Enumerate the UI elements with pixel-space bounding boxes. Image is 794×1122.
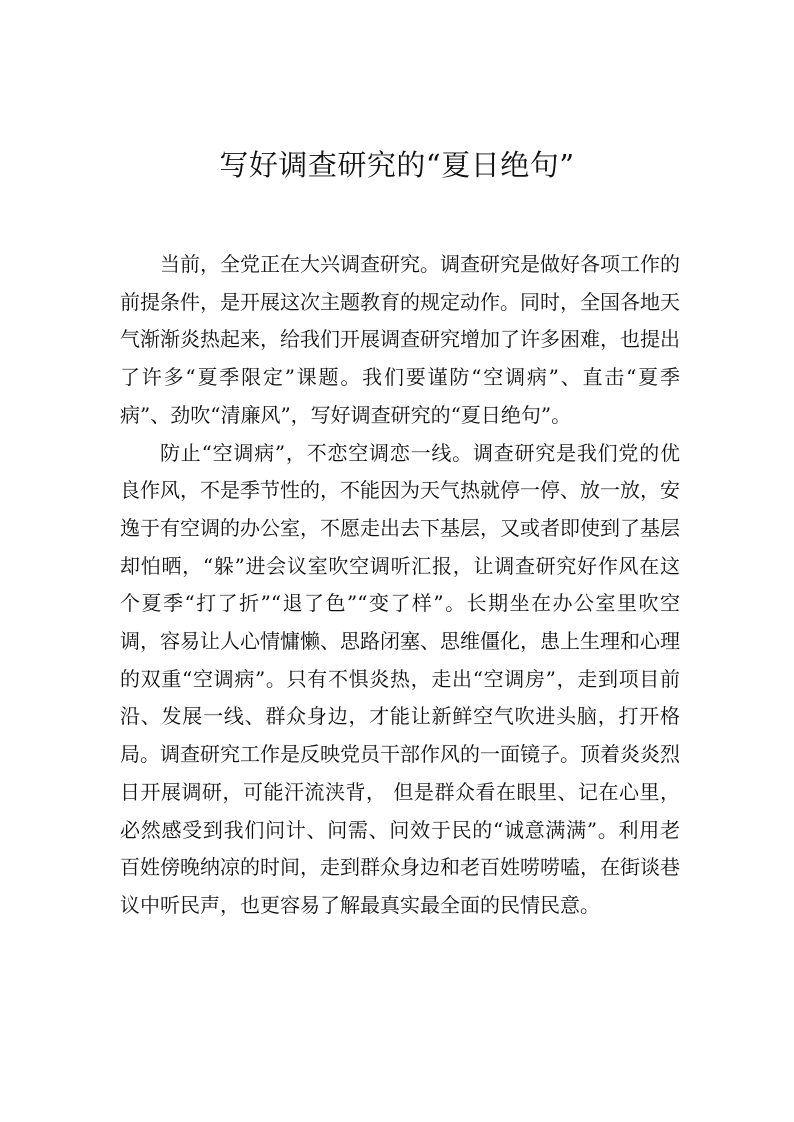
paragraph-air-conditioning: 防止“空调病”，不恋空调恋一线。调查研究是我们党的优良作风，不是季节性的，不能因为天气热就停一停、放一放，安逸于有空调的办公室，不愿走出去下基层，又或者即使到了基层却怕晒，“躲”进会议室吹空调听汇报，让调查研究好作风在这个夏季“打了折”“退了色”“变了样”。长期坐在办公室里吹空调，容易让人心情慵懒、思路闭塞、思维僵化，患上生理和心理的双重“空调病”。只有不惧炎热，走出“空调房”，走到项目前沿、发展一线、群众身边，才能让新鲜空气吹进头脑，打开格局。调查研究工作是反映党员干部作风的一面镜子。顶着炎炎烈日开展调研，可能汗流浃背， 但是群众看在眼里、记在心里，必然感受到我们问计、问需、问效于民的“诚意满满”。利用老百姓傍晚纳凉的时间，走到群众身边和老百姓唠唠嗑，在街谈巷议中听民声，也更容易了解最真实最全面的民情民意。	[120, 440, 680, 917]
paragraph-intro: 当前，全党正在大兴调查研究。调查研究是做好各项工作的前提条件，是开展这次主题教育的规定动作。同时，全国各地天气渐渐炎热起来，给我们开展调查研究增加了许多困难，也提出了许多“夏季限定”课题。我们要谨防“空调病”、直击“夏季病”、劲吹“清廉风”，写好调查研究的“夏日绝句”。	[120, 252, 680, 427]
document-body	[120, 246, 680, 925]
document-title: 写好调查研究的“夏日绝句”	[219, 148, 575, 182]
